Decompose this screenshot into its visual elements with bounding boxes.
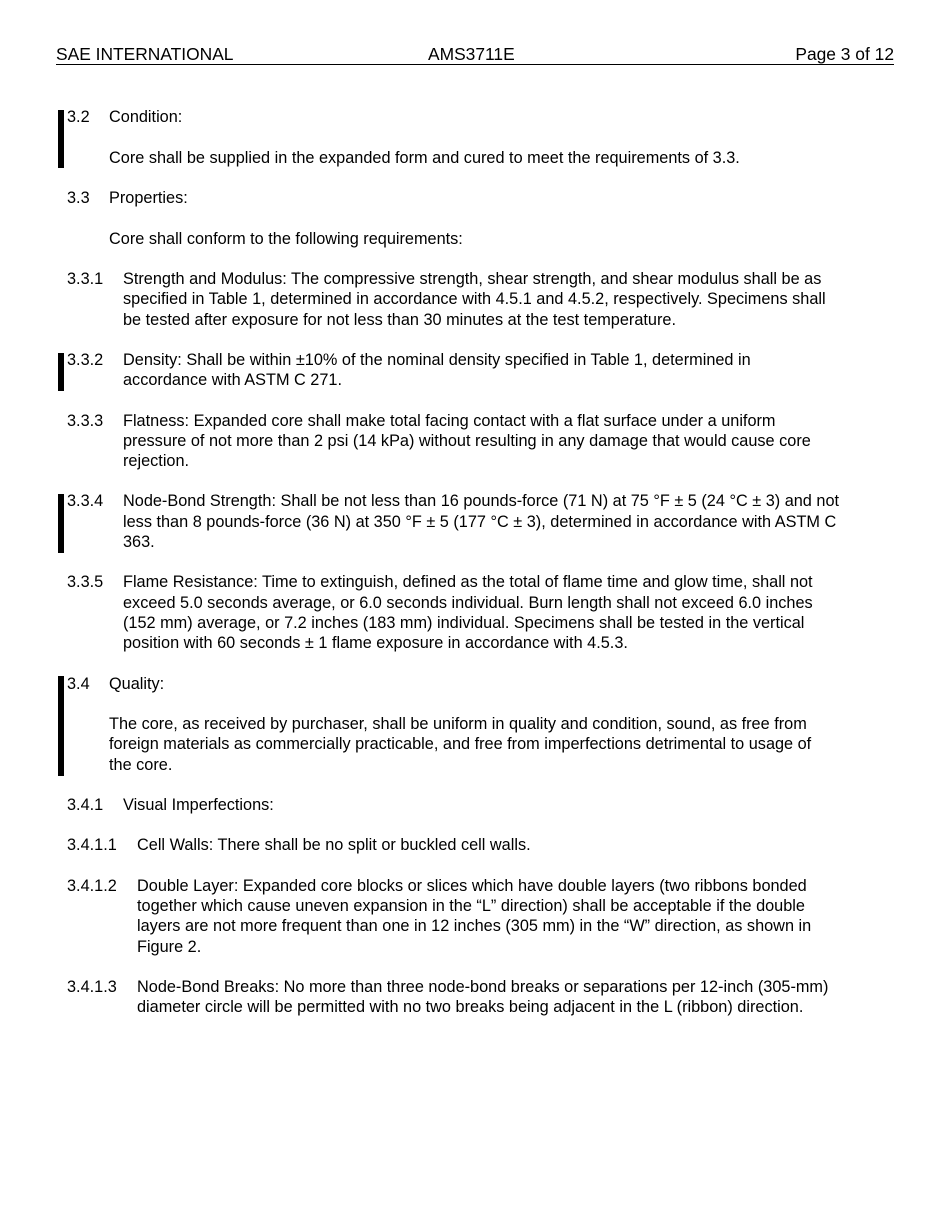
revision-bar [58,353,64,391]
header-page-number: Page 3 of 12 [795,44,894,64]
revision-bar [58,110,64,168]
section-number: 3.3.4 [67,492,104,510]
section-line: Flame Resistance: Time to extinguish, defined as the total of flame time and glow time, shall not [123,573,813,591]
section-title: Properties: [109,189,188,207]
section-line: Density: Shall be within ±10% of the nominal density specified in Table 1, determined in [123,351,751,369]
header-organization: SAE INTERNATIONAL [56,44,234,64]
section-line: 363. [123,533,155,551]
section-number: 3.4 [67,675,90,693]
section-number: 3.4.1 [67,796,104,814]
section-number: 3.2 [67,108,90,126]
section-body: Core shall conform to the following requirements: [109,230,463,248]
section-number: 3.3.2 [67,351,104,369]
section-line: exceed 5.0 seconds average, or 6.0 seconds individual. Burn length shall not exceed 6.0 inches [123,594,813,612]
page-header [56,44,894,65]
section-number: 3.3.3 [67,412,104,430]
section-line: foreign materials as commercially practicable, and free from imperfections detrimental to usage of [109,735,812,753]
section-line: accordance with ASTM C 271. [123,371,342,389]
section-number: 3.3.1 [67,270,104,288]
section-line: rejection. [123,452,190,470]
header-document-number: AMS3711E [428,44,515,64]
section-line: together which cause uneven expansion in the “L” direction) shall be acceptable if the double [137,897,805,915]
revision-bar [58,494,64,553]
section-line: (152 mm) average, or 7.2 inches (183 mm) individual. Specimens shall be tested in the vertical [123,614,805,632]
section-line: be tested after exposure for not less than 30 minutes at the test temperature. [123,311,676,329]
section-line: Cell Walls: There shall be no split or buckled cell walls. [137,836,531,854]
section-line: Flatness: Expanded core shall make total facing contact with a flat surface under a uniform [123,412,776,430]
section-line: Double Layer: Expanded core blocks or slices which have double layers (two ribbons bonded [137,877,807,895]
section-line: The core, as received by purchaser, shall be uniform in quality and condition, sound, as free from [109,715,807,733]
section-line: specified in Table 1, determined in accordance with 4.5.1 and 4.5.2, respectively. Specimens shall [123,290,826,308]
section-number: 3.4.1.1 [67,836,117,854]
section-number: 3.4.1.2 [67,877,117,895]
section-line: diameter circle will be permitted with no two breaks being adjacent in the L (ribbon) direction. [137,998,804,1016]
revision-bar [58,676,64,776]
section-line: Figure 2. [137,938,202,956]
section-number: 3.3 [67,189,90,207]
section-number: 3.3.5 [67,573,104,591]
section-body: Core shall be supplied in the expanded form and cured to meet the requirements of 3.3. [109,149,740,167]
section-line: layers are not more frequent than one in 12 inches (305 mm) in the “W” direction, as shown in [137,917,812,935]
section-line: the core. [109,756,173,774]
section-title: Condition: [109,108,183,126]
section-line: Strength and Modulus: The compressive strength, shear strength, and shear modulus shall be as [123,270,822,288]
section-line: pressure of not more than 2 psi (14 kPa) without resulting in any damage that would cause core [123,432,811,450]
section-title: Visual Imperfections: [123,796,274,814]
section-line: less than 8 pounds-force (36 N) at 350 °F ± 5 (177 °C ± 3), determined in accordance with ASTM C [123,513,837,531]
section-line: Node-Bond Strength: Shall be not less than 16 pounds-force (71 N) at 75 °F ± 5 (24 °C ± 3) and not [123,492,840,510]
section-line: position with 60 seconds ± 1 flame exposure in accordance with 4.5.3. [123,634,628,652]
section-number: 3.4.1.3 [67,978,117,996]
section-line: Node-Bond Breaks: No more than three node-bond breaks or separations per 12-inch (305-mm) [137,978,829,996]
section-title: Quality: [109,675,165,693]
